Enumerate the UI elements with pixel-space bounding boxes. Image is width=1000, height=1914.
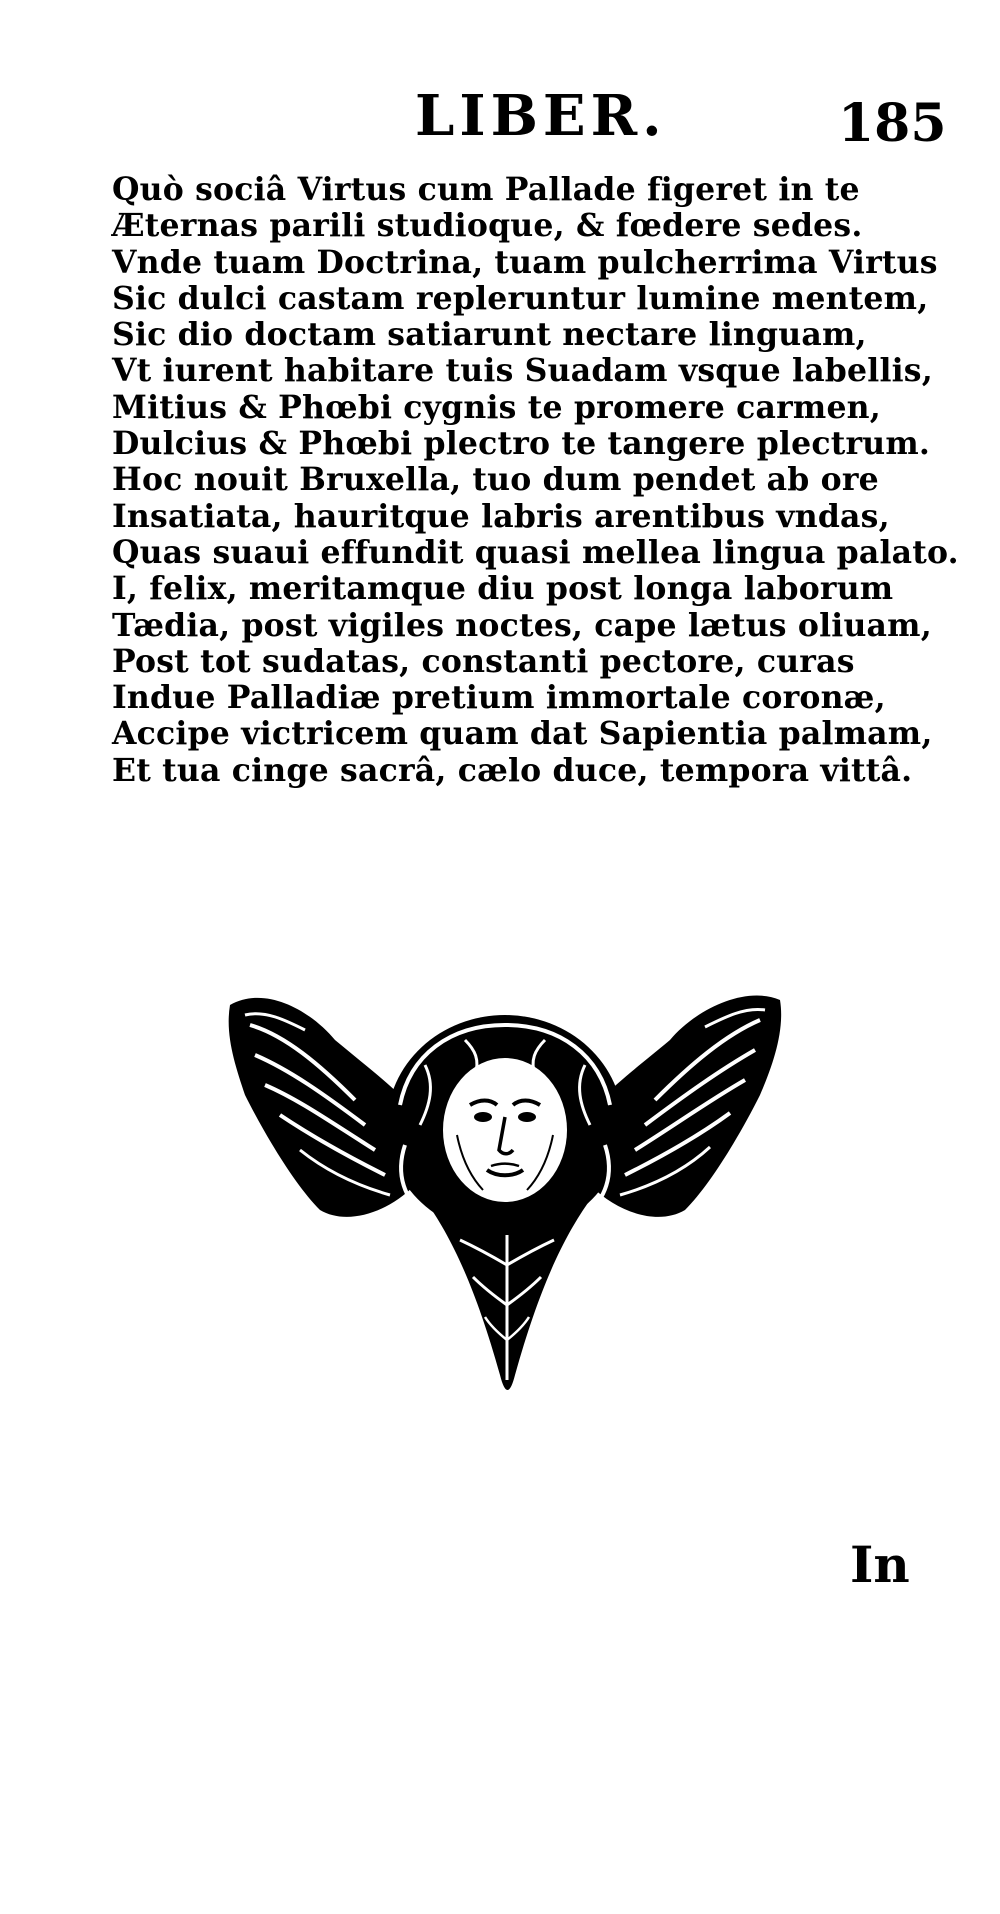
verse-line: Post tot sudatas, constanti pectore, curas xyxy=(112,642,855,680)
verse-line: Accipe victricem quam dat Sapientia palmam, xyxy=(112,715,933,753)
verse-line: Dulcius & Phœbi plectro te tangere plectrum. xyxy=(112,425,931,463)
verse-line: Sic dulci castam repleruntur lumine mentem, xyxy=(112,279,929,317)
verse-line: Quò sociâ Virtus cum Pallade figeret in te xyxy=(112,171,860,208)
verse-line: Hoc nouit Bruxella, tuo dum pendet ab ore xyxy=(112,461,879,499)
verse-line: Quas suaui effundit quasi mellea lingua palato. xyxy=(112,533,959,571)
verse-line: Indue Palladiæ pretium immortale coronæ, xyxy=(112,679,886,717)
page-number: 185 xyxy=(838,93,947,154)
verse-line: Æternas parili studioque, & fœdere sedes. xyxy=(112,207,863,245)
left-wing xyxy=(229,998,415,1217)
verse-line: I, felix, meritamque diu post longa laborum xyxy=(112,570,894,608)
winged-cherub-head-icon xyxy=(225,985,785,1405)
verse-line: Et tua cinge sacrâ, cælo duce, tempora vittâ. xyxy=(112,751,913,789)
verse-line: Tædia, post vigiles noctes, cape lætus oliuam, xyxy=(112,606,932,644)
verse-line: Insatiata, hauritque labris arentibus vndas, xyxy=(112,497,890,535)
verse-line: Vt iurent habitare tuis Suadam vsque labellis, xyxy=(112,352,933,390)
verse-block xyxy=(112,171,959,789)
running-head: LIBER. xyxy=(415,83,667,149)
catchword: In xyxy=(850,1535,910,1594)
verse-line: Vnde tuam Doctrina, tuam pulcherrima Virtus xyxy=(112,243,938,281)
verse-line: Mitius & Phœbi cygnis te promere carmen, xyxy=(112,388,881,426)
cherub-face xyxy=(443,1058,567,1202)
verse-line: Sic dio doctam satiarunt nectare linguam, xyxy=(112,316,867,354)
